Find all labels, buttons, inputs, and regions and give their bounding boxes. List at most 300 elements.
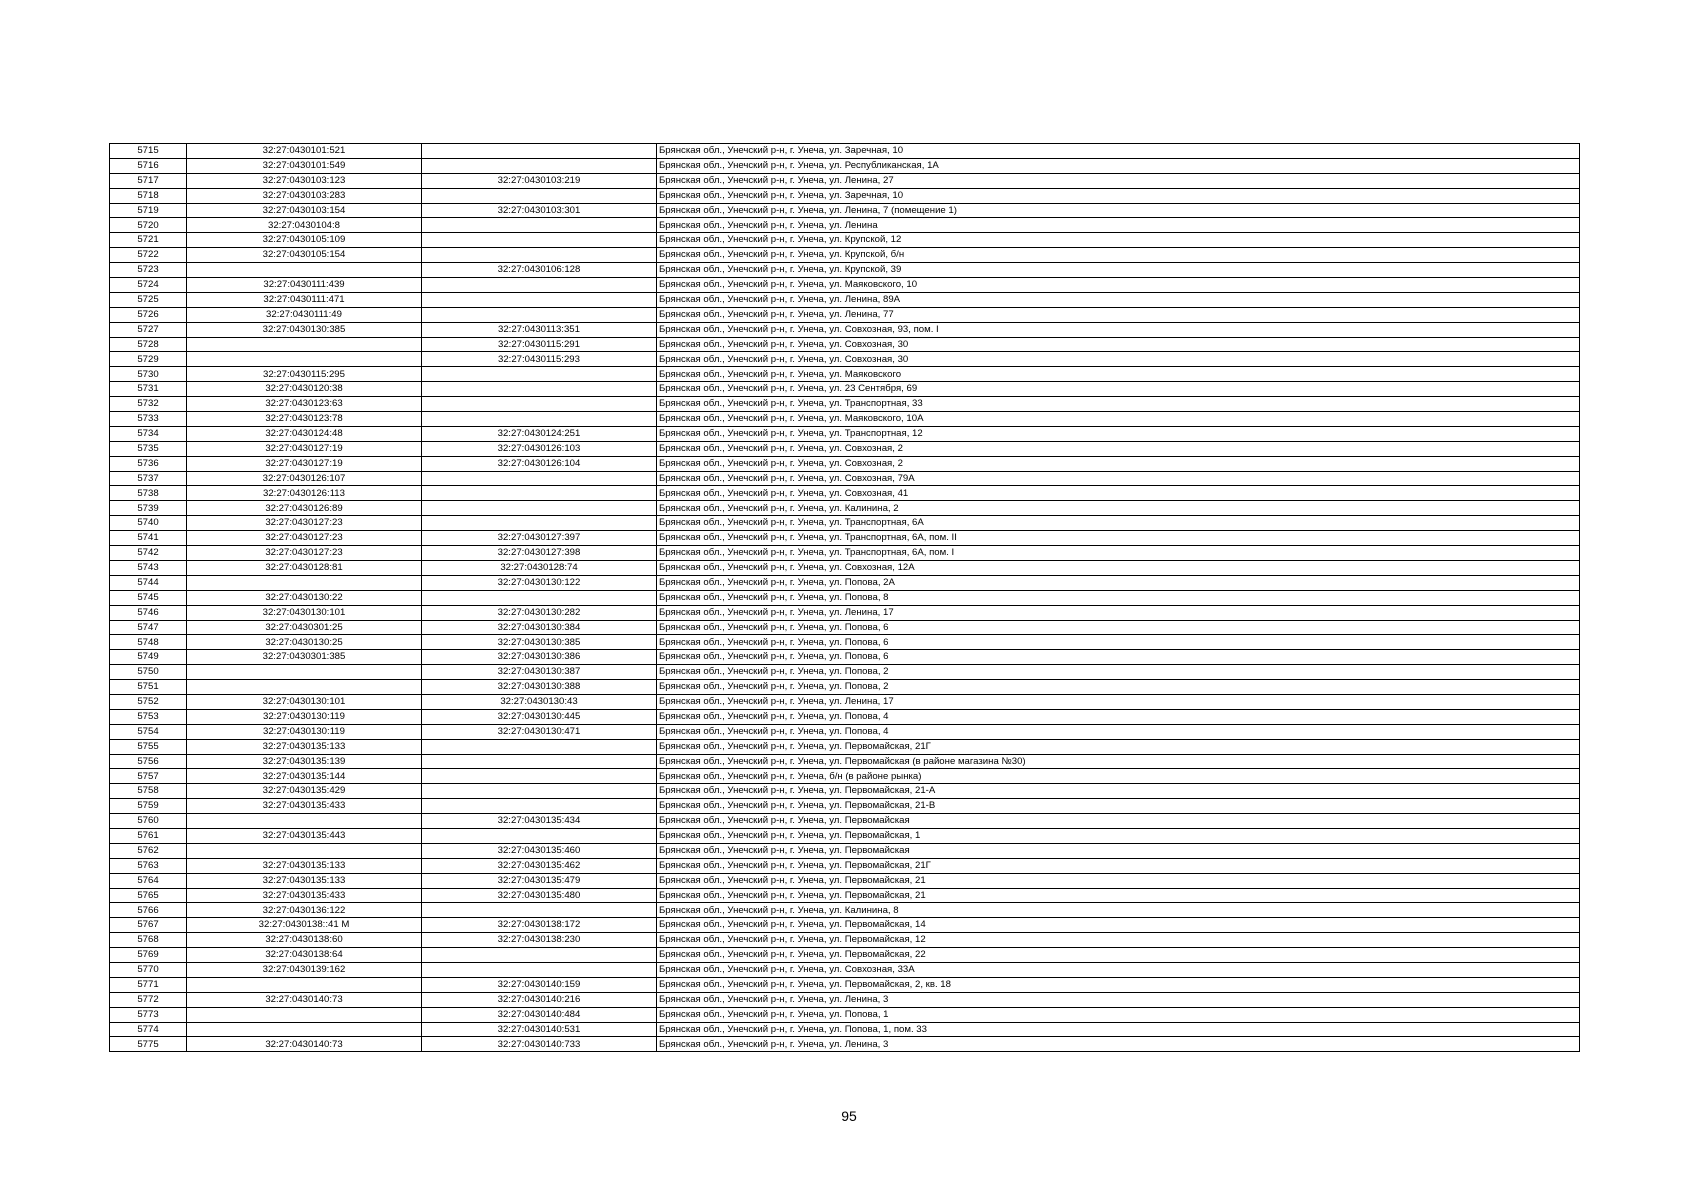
object-cadastral-number: [422, 784, 657, 799]
table-row: [110, 739, 1580, 754]
row-number: 5725: [110, 292, 187, 307]
row-number: 5774: [110, 1022, 187, 1037]
object-cadastral-number: [422, 471, 657, 486]
row-number: 5765: [110, 888, 187, 903]
address: Брянская обл., Унечский р-н, г. Унеча, ул. Маяковского, 10: [657, 278, 1580, 293]
object-cadastral-number: [422, 382, 657, 397]
object-cadastral-number: 32:27:0430103:301: [422, 203, 657, 218]
table-row: [110, 977, 1580, 992]
table-row: [110, 858, 1580, 873]
address: Брянская обл., Унечский р-н, г. Унеча, б/н (в районе рынка): [657, 769, 1580, 784]
land-cadastral-number: 32:27:0430124:48: [187, 426, 422, 441]
table-row: [110, 248, 1580, 263]
table-row: [110, 426, 1580, 441]
row-number: 5760: [110, 814, 187, 829]
table-row: [110, 843, 1580, 858]
table-row: [110, 382, 1580, 397]
land-cadastral-number: 32:27:0430105:109: [187, 233, 422, 248]
table-row: [110, 992, 1580, 1007]
object-cadastral-number: [422, 292, 657, 307]
row-number: 5728: [110, 337, 187, 352]
land-cadastral-number: 32:27:0430130:22: [187, 590, 422, 605]
address: Брянская обл., Унечский р-н, г. Унеча, ул. Ленина, 7 (помещение 1): [657, 203, 1580, 218]
address: Брянская обл., Унечский р-н, г. Унеча, ул. Транспортная, 6А, пом. II: [657, 531, 1580, 546]
land-cadastral-number: 32:27:0430138:60: [187, 933, 422, 948]
land-cadastral-number: 32:27:0430103:154: [187, 203, 422, 218]
row-number: 5741: [110, 531, 187, 546]
table-row: [110, 814, 1580, 829]
land-cadastral-number: [187, 843, 422, 858]
land-cadastral-number: [187, 337, 422, 352]
row-number: 5715: [110, 144, 187, 159]
land-cadastral-number: 32:27:0430127:19: [187, 456, 422, 471]
row-number: 5742: [110, 546, 187, 561]
address: Брянская обл., Унечский р-н, г. Унеча, ул. Совхозная, 2: [657, 456, 1580, 471]
object-cadastral-number: [422, 590, 657, 605]
land-cadastral-number: [187, 814, 422, 829]
land-cadastral-number: 32:27:0430127:23: [187, 546, 422, 561]
table-row: [110, 694, 1580, 709]
land-cadastral-number: 32:27:0430130:25: [187, 635, 422, 650]
row-number: 5735: [110, 441, 187, 456]
object-cadastral-number: 32:27:0430130:282: [422, 605, 657, 620]
object-cadastral-number: 32:27:0430130:471: [422, 724, 657, 739]
table-row: [110, 397, 1580, 412]
object-cadastral-number: [422, 948, 657, 963]
address: Брянская обл., Унечский р-н, г. Унеча, ул. Транспортная, 6А, пом. I: [657, 546, 1580, 561]
row-number: 5747: [110, 620, 187, 635]
address: Брянская обл., Унечский р-н, г. Унеча, ул. Первомайская, 12: [657, 933, 1580, 948]
object-cadastral-number: 32:27:0430135:434: [422, 814, 657, 829]
row-number: 5762: [110, 843, 187, 858]
land-cadastral-number: 32:27:0430135:429: [187, 784, 422, 799]
address: Брянская обл., Унечский р-н, г. Унеча, ул. Крупской, 12: [657, 233, 1580, 248]
address: Брянская обл., Унечский р-н, г. Унеча, ул. Первомайская, 21: [657, 888, 1580, 903]
object-cadastral-number: 32:27:0430138:172: [422, 918, 657, 933]
row-number: 5745: [110, 590, 187, 605]
row-number: 5764: [110, 873, 187, 888]
object-cadastral-number: 32:27:0430130:385: [422, 635, 657, 650]
object-cadastral-number: [422, 501, 657, 516]
row-number: 5733: [110, 412, 187, 427]
land-cadastral-number: 32:27:0430135:144: [187, 769, 422, 784]
address: Брянская обл., Унечский р-н, г. Унеча, ул. Ленина, 17: [657, 694, 1580, 709]
address: Брянская обл., Унечский р-н, г. Унеча, ул. Республиканская, 1А: [657, 158, 1580, 173]
land-cadastral-number: 32:27:0430130:119: [187, 709, 422, 724]
table-row: [110, 620, 1580, 635]
table-row: [110, 173, 1580, 188]
row-number: 5731: [110, 382, 187, 397]
address: Брянская обл., Унечский р-н, г. Унеча, ул. Транспортная, 33: [657, 397, 1580, 412]
address: Брянская обл., Унечский р-н, г. Унеча, ул. Заречная, 10: [657, 188, 1580, 203]
row-number: 5767: [110, 918, 187, 933]
table-row: [110, 665, 1580, 680]
object-cadastral-number: [422, 799, 657, 814]
land-cadastral-number: 32:27:0430301:385: [187, 650, 422, 665]
address: Брянская обл., Унечский р-н, г. Унеча, ул. Первомайская, 21-А: [657, 784, 1580, 799]
land-cadastral-number: [187, 680, 422, 695]
object-cadastral-number: [422, 307, 657, 322]
row-number: 5738: [110, 486, 187, 501]
row-number: 5751: [110, 680, 187, 695]
table-row: [110, 784, 1580, 799]
table-row: [110, 486, 1580, 501]
address: Брянская обл., Унечский р-н, г. Унеча, ул. Ленина, 89А: [657, 292, 1580, 307]
land-cadastral-number: 32:27:0430130:385: [187, 322, 422, 337]
row-number: 5758: [110, 784, 187, 799]
address: Брянская обл., Унечский р-н, г. Унеча, ул. Попова, 6: [657, 635, 1580, 650]
table-row: [110, 933, 1580, 948]
land-cadastral-number: 32:27:0430139:162: [187, 962, 422, 977]
row-number: 5717: [110, 173, 187, 188]
object-cadastral-number: 32:27:0430130:122: [422, 575, 657, 590]
row-number: 5772: [110, 992, 187, 1007]
table-row: [110, 203, 1580, 218]
address: Брянская обл., Унечский р-н, г. Унеча, ул. Первомайская, 1: [657, 828, 1580, 843]
object-cadastral-number: 32:27:0430135:480: [422, 888, 657, 903]
object-cadastral-number: 32:27:0430113:351: [422, 322, 657, 337]
land-cadastral-number: 32:27:0430135:139: [187, 754, 422, 769]
address: Брянская обл., Унечский р-н, г. Унеча, ул. Совхозная, 12А: [657, 560, 1580, 575]
land-cadastral-number: 32:27:0430103:283: [187, 188, 422, 203]
object-cadastral-number: [422, 903, 657, 918]
table-row: [110, 233, 1580, 248]
address: Брянская обл., Унечский р-н, г. Унеча, ул. Первомайская, 21Г: [657, 739, 1580, 754]
row-number: 5753: [110, 709, 187, 724]
object-cadastral-number: 32:27:0430135:460: [422, 843, 657, 858]
land-cadastral-number: 32:27:0430128:81: [187, 560, 422, 575]
land-cadastral-number: 32:27:0430130:101: [187, 605, 422, 620]
land-cadastral-number: 32:27:0430138:64: [187, 948, 422, 963]
row-number: 5743: [110, 560, 187, 575]
land-cadastral-number: [187, 665, 422, 680]
row-number: 5757: [110, 769, 187, 784]
row-number: 5730: [110, 367, 187, 382]
table-row: [110, 292, 1580, 307]
object-cadastral-number: [422, 962, 657, 977]
address: Брянская обл., Унечский р-н, г. Унеча, ул. Первомайская, 21Г: [657, 858, 1580, 873]
object-cadastral-number: [422, 367, 657, 382]
address: Брянская обл., Унечский р-н, г. Унеча, ул. Попова, 6: [657, 620, 1580, 635]
address: Брянская обл., Унечский р-н, г. Унеча, ул. Совхозная, 79А: [657, 471, 1580, 486]
address: Брянская обл., Унечский р-н, г. Унеча, ул. Транспортная, 12: [657, 426, 1580, 441]
object-cadastral-number: [422, 754, 657, 769]
row-number: 5750: [110, 665, 187, 680]
table-row: [110, 635, 1580, 650]
row-number: 5726: [110, 307, 187, 322]
land-cadastral-number: 32:27:0430127:19: [187, 441, 422, 456]
row-number: 5744: [110, 575, 187, 590]
row-number: 5756: [110, 754, 187, 769]
land-cadastral-number: 32:27:0430111:471: [187, 292, 422, 307]
row-number: 5746: [110, 605, 187, 620]
address: Брянская обл., Унечский р-н, г. Унеча, ул. Попова, 4: [657, 709, 1580, 724]
land-cadastral-number: 32:27:0430127:23: [187, 531, 422, 546]
table-row: [110, 546, 1580, 561]
land-cadastral-number: 32:27:0430123:63: [187, 397, 422, 412]
row-number: 5736: [110, 456, 187, 471]
object-cadastral-number: 32:27:0430140:216: [422, 992, 657, 1007]
row-number: 5716: [110, 158, 187, 173]
address: Брянская обл., Унечский р-н, г. Унеча, ул. 23 Сентября, 69: [657, 382, 1580, 397]
object-cadastral-number: 32:27:0430130:384: [422, 620, 657, 635]
land-cadastral-number: 32:27:0430130:119: [187, 724, 422, 739]
object-cadastral-number: 32:27:0430140:159: [422, 977, 657, 992]
object-cadastral-number: 32:27:0430128:74: [422, 560, 657, 575]
row-number: 5759: [110, 799, 187, 814]
row-number: 5773: [110, 1007, 187, 1022]
land-cadastral-number: [187, 575, 422, 590]
object-cadastral-number: 32:27:0430140:484: [422, 1007, 657, 1022]
table-row: [110, 516, 1580, 531]
land-cadastral-number: 32:27:0430130:101: [187, 694, 422, 709]
table-row: [110, 918, 1580, 933]
address: Брянская обл., Унечский р-н, г. Унеча, ул. Совхозная, 30: [657, 337, 1580, 352]
table-row: [110, 263, 1580, 278]
land-cadastral-number: 32:27:0430140:73: [187, 992, 422, 1007]
object-cadastral-number: [422, 218, 657, 233]
row-number: 5775: [110, 1037, 187, 1052]
object-cadastral-number: [422, 412, 657, 427]
address: Брянская обл., Унечский р-н, г. Унеча, ул. Попова, 2А: [657, 575, 1580, 590]
address: Брянская обл., Унечский р-н, г. Унеча, ул. Попова, 4: [657, 724, 1580, 739]
address: Брянская обл., Унечский р-н, г. Унеча, ул. Совхозная, 33А: [657, 962, 1580, 977]
object-cadastral-number: 32:27:0430127:397: [422, 531, 657, 546]
address: Брянская обл., Унечский р-н, г. Унеча, ул. Попова, 1: [657, 1007, 1580, 1022]
table-row: [110, 828, 1580, 843]
land-cadastral-number: 32:27:0430135:133: [187, 858, 422, 873]
address: Брянская обл., Унечский р-н, г. Унеча, ул. Ленина, 27: [657, 173, 1580, 188]
object-cadastral-number: [422, 278, 657, 293]
row-number: 5769: [110, 948, 187, 963]
land-cadastral-number: 32:27:0430103:123: [187, 173, 422, 188]
register-body: [110, 144, 1580, 1052]
land-cadastral-number: 32:27:0430111:49: [187, 307, 422, 322]
land-cadastral-number: 32:27:0430101:549: [187, 158, 422, 173]
land-cadastral-number: [187, 1007, 422, 1022]
address: Брянская обл., Унечский р-н, г. Унеча, ул. Заречная, 10: [657, 144, 1580, 159]
table-row: [110, 1037, 1580, 1052]
table-row: [110, 888, 1580, 903]
land-cadastral-number: 32:27:0430136:122: [187, 903, 422, 918]
table-row: [110, 680, 1580, 695]
address: Брянская обл., Унечский р-н, г. Унеча, ул. Первомайская, 2, кв. 18: [657, 977, 1580, 992]
table-row: [110, 412, 1580, 427]
table-row: [110, 367, 1580, 382]
table-row: [110, 158, 1580, 173]
row-number: 5752: [110, 694, 187, 709]
address: Брянская обл., Унечский р-н, г. Унеча, ул. Попова, 2: [657, 665, 1580, 680]
address: Брянская обл., Унечский р-н, г. Унеча, ул. Маяковского: [657, 367, 1580, 382]
object-cadastral-number: 32:27:0430126:104: [422, 456, 657, 471]
table-row: [110, 471, 1580, 486]
table-row: [110, 590, 1580, 605]
address: Брянская обл., Унечский р-н, г. Унеча, ул. Калинина, 8: [657, 903, 1580, 918]
object-cadastral-number: [422, 739, 657, 754]
land-cadastral-number: 32:27:0430126:107: [187, 471, 422, 486]
table-row: [110, 962, 1580, 977]
object-cadastral-number: 32:27:0430115:291: [422, 337, 657, 352]
address: Брянская обл., Унечский р-н, г. Унеча, ул. Первомайская: [657, 814, 1580, 829]
row-number: 5768: [110, 933, 187, 948]
address: Брянская обл., Унечский р-н, г. Унеча, ул. Попова, 8: [657, 590, 1580, 605]
table-row: [110, 337, 1580, 352]
land-cadastral-number: 32:27:0430135:433: [187, 799, 422, 814]
row-number: 5755: [110, 739, 187, 754]
object-cadastral-number: [422, 828, 657, 843]
address: Брянская обл., Унечский р-н, г. Унеча, ул. Ленина, 3: [657, 1037, 1580, 1052]
land-cadastral-number: 32:27:0430135:133: [187, 873, 422, 888]
table-row: [110, 650, 1580, 665]
row-number: 5763: [110, 858, 187, 873]
land-cadastral-number: 32:27:0430301:25: [187, 620, 422, 635]
table-row: [110, 307, 1580, 322]
table-row: [110, 531, 1580, 546]
object-cadastral-number: [422, 397, 657, 412]
land-cadastral-number: 32:27:0430115:295: [187, 367, 422, 382]
address: Брянская обл., Унечский р-н, г. Унеча, ул. Первомайская, 22: [657, 948, 1580, 963]
row-number: 5732: [110, 397, 187, 412]
land-cadastral-number: 32:27:0430104:8: [187, 218, 422, 233]
page-number: 95: [841, 1108, 857, 1124]
land-cadastral-number: 32:27:0430135:433: [187, 888, 422, 903]
table-row: [110, 754, 1580, 769]
land-cadastral-number: 32:27:0430135:133: [187, 739, 422, 754]
land-cadastral-number: [187, 263, 422, 278]
land-cadastral-number: 32:27:0430120:38: [187, 382, 422, 397]
object-cadastral-number: 32:27:0430124:251: [422, 426, 657, 441]
object-cadastral-number: 32:27:0430138:230: [422, 933, 657, 948]
address: Брянская обл., Унечский р-н, г. Унеча, ул. Совхозная, 41: [657, 486, 1580, 501]
land-cadastral-number: 32:27:0430138::41 М: [187, 918, 422, 933]
address: Брянская обл., Унечский р-н, г. Унеча, ул. Совхозная, 2: [657, 441, 1580, 456]
row-number: 5718: [110, 188, 187, 203]
table-row: [110, 322, 1580, 337]
table-row: [110, 501, 1580, 516]
row-number: 5724: [110, 278, 187, 293]
address: Брянская обл., Унечский р-н, г. Унеча, ул. Ленина, 77: [657, 307, 1580, 322]
object-cadastral-number: [422, 486, 657, 501]
address: Брянская обл., Унечский р-н, г. Унеча, ул. Первомайская, 21: [657, 873, 1580, 888]
object-cadastral-number: 32:27:0430130:445: [422, 709, 657, 724]
land-cadastral-number: 32:27:0430101:521: [187, 144, 422, 159]
address: Брянская обл., Унечский р-н, г. Унеча, ул. Попова, 1, пом. 33: [657, 1022, 1580, 1037]
table-row: [110, 278, 1580, 293]
object-cadastral-number: 32:27:0430130:387: [422, 665, 657, 680]
row-number: 5727: [110, 322, 187, 337]
land-cadastral-number: 32:27:0430135:443: [187, 828, 422, 843]
object-cadastral-number: [422, 769, 657, 784]
object-cadastral-number: 32:27:0430130:43: [422, 694, 657, 709]
address: Брянская обл., Унечский р-н, г. Унеча, ул. Ленина, 3: [657, 992, 1580, 1007]
row-number: 5740: [110, 516, 187, 531]
row-number: 5770: [110, 962, 187, 977]
address: Брянская обл., Унечский р-н, г. Унеча, ул. Первомайская: [657, 843, 1580, 858]
address: Брянская обл., Унечский р-н, г. Унеча, ул. Крупской, 39: [657, 263, 1580, 278]
row-number: 5729: [110, 352, 187, 367]
object-cadastral-number: 32:27:0430140:531: [422, 1022, 657, 1037]
land-cadastral-number: [187, 1022, 422, 1037]
address: Брянская обл., Унечский р-н, г. Унеча, ул. Первомайская (в районе магазина №30): [657, 754, 1580, 769]
address: Брянская обл., Унечский р-н, г. Унеча, ул. Ленина, 17: [657, 605, 1580, 620]
land-cadastral-number: [187, 977, 422, 992]
object-cadastral-number: [422, 188, 657, 203]
table-row: [110, 769, 1580, 784]
table-row: [110, 575, 1580, 590]
table-row: [110, 903, 1580, 918]
object-cadastral-number: 32:27:0430135:479: [422, 873, 657, 888]
object-cadastral-number: 32:27:0430106:128: [422, 263, 657, 278]
object-cadastral-number: [422, 233, 657, 248]
table-row: [110, 352, 1580, 367]
table-row: [110, 948, 1580, 963]
row-number: 5719: [110, 203, 187, 218]
table-row: [110, 218, 1580, 233]
object-cadastral-number: 32:27:0430130:388: [422, 680, 657, 695]
row-number: 5722: [110, 248, 187, 263]
land-cadastral-number: 32:27:0430140:73: [187, 1037, 422, 1052]
land-cadastral-number: 32:27:0430126:89: [187, 501, 422, 516]
table-row: [110, 441, 1580, 456]
object-cadastral-number: [422, 158, 657, 173]
row-number: 5720: [110, 218, 187, 233]
row-number: 5739: [110, 501, 187, 516]
row-number: 5771: [110, 977, 187, 992]
property-register-table: [109, 143, 1580, 1052]
row-number: 5734: [110, 426, 187, 441]
table-row: [110, 1022, 1580, 1037]
table-row: [110, 605, 1580, 620]
row-number: 5721: [110, 233, 187, 248]
address: Брянская обл., Унечский р-н, г. Унеча, ул. Маяковского, 10А: [657, 412, 1580, 427]
object-cadastral-number: 32:27:0430115:293: [422, 352, 657, 367]
table-row: [110, 873, 1580, 888]
table-row: [110, 724, 1580, 739]
object-cadastral-number: 32:27:0430140:733: [422, 1037, 657, 1052]
land-cadastral-number: 32:27:0430126:113: [187, 486, 422, 501]
object-cadastral-number: [422, 144, 657, 159]
table-row: [110, 709, 1580, 724]
row-number: 5766: [110, 903, 187, 918]
address: Брянская обл., Унечский р-н, г. Унеча, ул. Калинина, 2: [657, 501, 1580, 516]
address: Брянская обл., Унечский р-н, г. Унеча, ул. Первомайская, 14: [657, 918, 1580, 933]
address: Брянская обл., Унечский р-н, г. Унеча, ул. Транспортная, 6А: [657, 516, 1580, 531]
object-cadastral-number: 32:27:0430103:219: [422, 173, 657, 188]
table-row: [110, 188, 1580, 203]
row-number: 5748: [110, 635, 187, 650]
object-cadastral-number: 32:27:0430127:398: [422, 546, 657, 561]
address: Брянская обл., Унечский р-н, г. Унеча, ул. Попова, 6: [657, 650, 1580, 665]
table-row: [110, 1007, 1580, 1022]
table-row: [110, 144, 1580, 159]
object-cadastral-number: [422, 516, 657, 531]
land-cadastral-number: [187, 352, 422, 367]
row-number: 5761: [110, 828, 187, 843]
object-cadastral-number: 32:27:0430135:462: [422, 858, 657, 873]
row-number: 5754: [110, 724, 187, 739]
table-row: [110, 560, 1580, 575]
table-row: [110, 799, 1580, 814]
address: Брянская обл., Унечский р-н, г. Унеча, ул. Крупской, б/н: [657, 248, 1580, 263]
land-cadastral-number: 32:27:0430127:23: [187, 516, 422, 531]
row-number: 5737: [110, 471, 187, 486]
address: Брянская обл., Унечский р-н, г. Унеча, ул. Ленина: [657, 218, 1580, 233]
object-cadastral-number: 32:27:0430126:103: [422, 441, 657, 456]
land-cadastral-number: 32:27:0430105:154: [187, 248, 422, 263]
address: Брянская обл., Унечский р-н, г. Унеча, ул. Совхозная, 93, пом. I: [657, 322, 1580, 337]
land-cadastral-number: 32:27:0430123:78: [187, 412, 422, 427]
table-row: [110, 456, 1580, 471]
